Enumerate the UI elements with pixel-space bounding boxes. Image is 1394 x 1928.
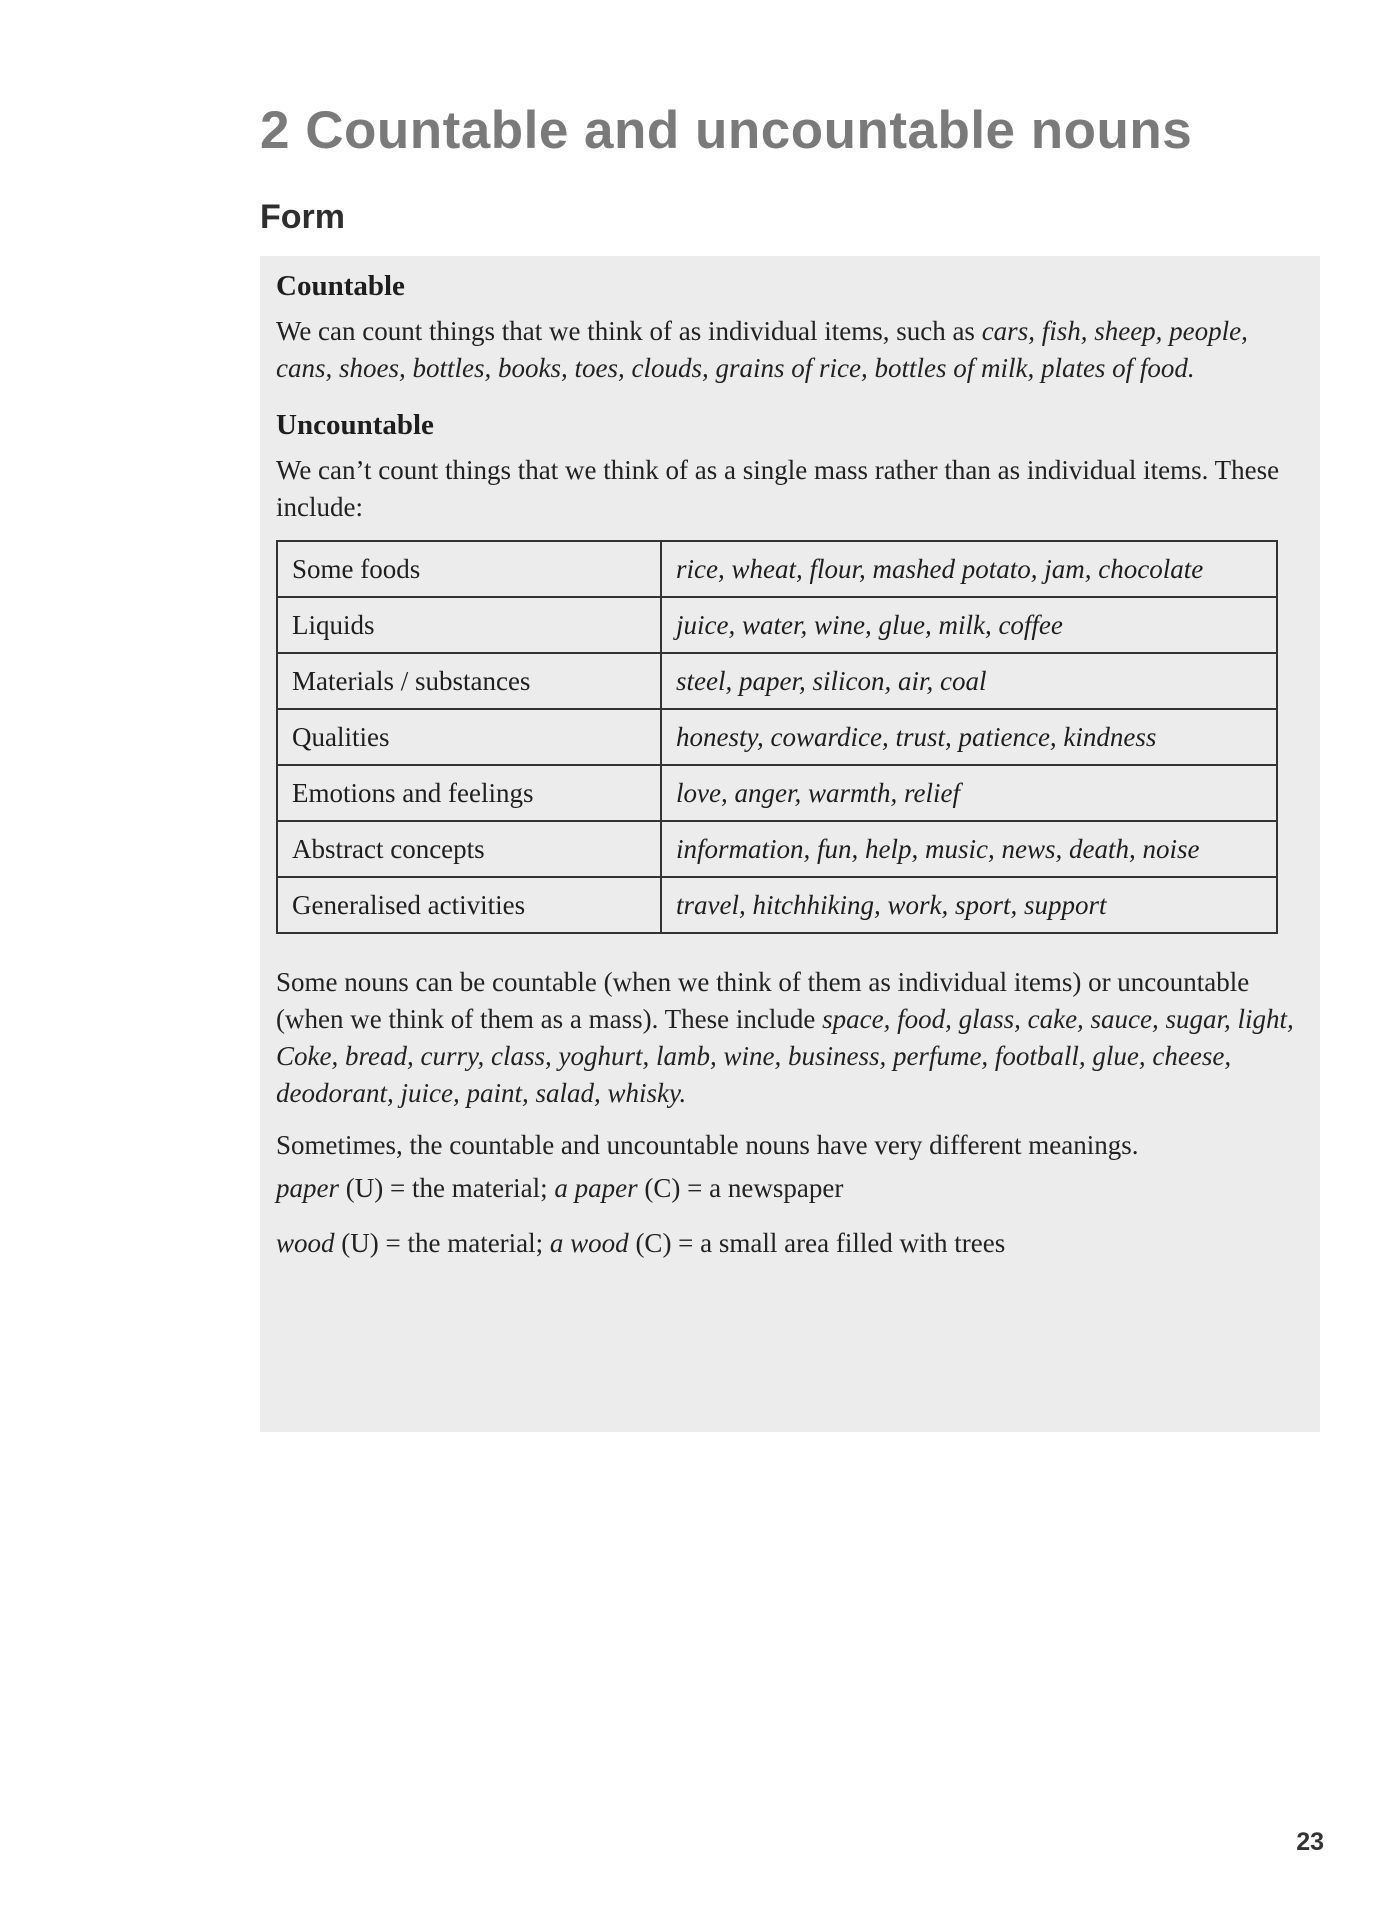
both-paragraph [276, 964, 1296, 1112]
countable-meaning: (C) = a newspaper [637, 1173, 844, 1203]
category-cell: Emotions and feelings [277, 765, 661, 821]
section-heading: Form [260, 198, 345, 236]
uncountable-meaning: (U) = the material; [334, 1228, 550, 1258]
examples-cell: information, fun, help, music, news, death, noise [661, 821, 1277, 877]
page-number: 23 [1296, 1828, 1324, 1856]
countable-paragraph [276, 313, 1296, 387]
category-cell: Materials / substances [277, 653, 661, 709]
uncountable-word: paper [276, 1173, 339, 1203]
countable-word: a paper [554, 1173, 638, 1203]
countable-examples: cars, fish, sheep, people, cans, shoes, bottles, books, toes, clouds, grains of rice, bottles of milk, plates of food. [276, 316, 1248, 383]
page-title: 2 Countable and uncountable nouns [260, 101, 1193, 160]
panel-content [276, 270, 1296, 1262]
examples-cell: love, anger, warmth, relief [661, 765, 1277, 821]
category-cell: Liquids [277, 597, 661, 653]
meaning-example [276, 1170, 1296, 1207]
category-cell: Qualities [277, 709, 661, 765]
examples-cell: honesty, cowardice, trust, patience, kindness [661, 709, 1277, 765]
uncountable-paragraph: We can’t count things that we think of as a single mass rather than as individual items. These include: [276, 455, 1280, 522]
table-row [277, 709, 1277, 765]
countable-intro: We can count things that we think of as individual items, such as [276, 316, 982, 346]
table-row [277, 821, 1277, 877]
meaning-example [276, 1225, 1296, 1262]
table-row [277, 877, 1277, 933]
table-row [277, 541, 1277, 597]
examples-cell: rice, wheat, flour, mashed potato, jam, chocolate [661, 541, 1277, 597]
both-intro: Some nouns can be countable (when we think of them as individual items) or uncountable (when we think of them as a mass). These include [276, 967, 1250, 1034]
category-cell: Abstract concepts [277, 821, 661, 877]
content-panel [260, 256, 1320, 1432]
countable-heading: Countable [276, 270, 405, 302]
category-cell: Generalised activities [277, 877, 661, 933]
uncountable-meaning: (U) = the material; [339, 1173, 555, 1203]
countable-word: a wood [549, 1228, 629, 1258]
meanings-intro: Sometimes, the countable and uncountable nouns have very different meanings. [276, 1130, 1139, 1160]
countable-meaning: (C) = a small area filled with trees [628, 1228, 1006, 1258]
table-row [277, 653, 1277, 709]
uncountable-heading: Uncountable [276, 409, 434, 441]
table-row [277, 597, 1277, 653]
examples-cell: travel, hitchhiking, work, sport, support [661, 877, 1277, 933]
uncountable-word: wood [276, 1228, 335, 1258]
table-row [277, 765, 1277, 821]
examples-cell: juice, water, wine, glue, milk, coffee [661, 597, 1277, 653]
examples-cell: steel, paper, silicon, air, coal [661, 653, 1277, 709]
uncountable-nouns-table [276, 540, 1278, 934]
both-examples: space, food, glass, cake, sauce, sugar, light, Coke, bread, curry, class, yoghurt, lamb, wine, business, perfume, football, glue, cheese, deodorant, juice, paint, salad, whisky. [276, 1004, 1294, 1108]
category-cell: Some foods [277, 541, 661, 597]
